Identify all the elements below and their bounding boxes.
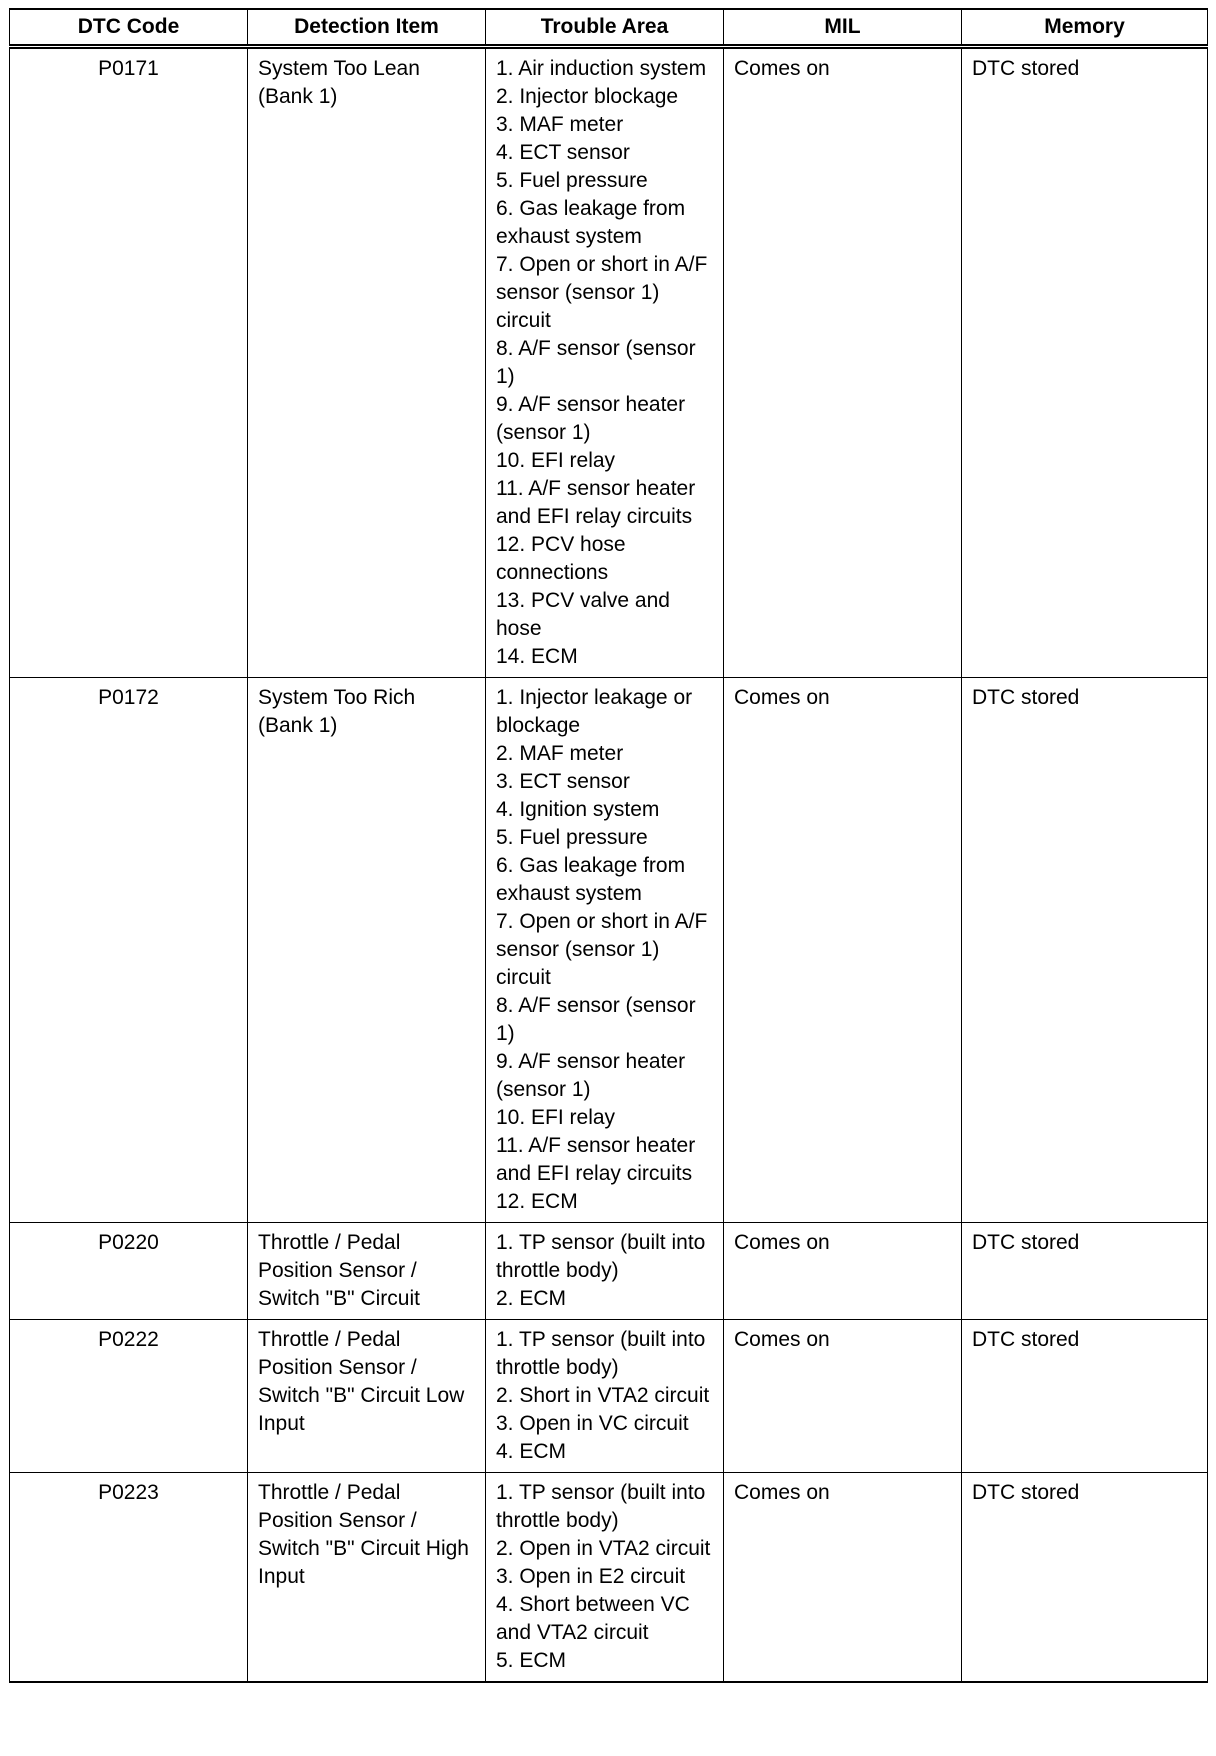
dtc-code-cell: P0172	[10, 678, 248, 1223]
detection-item-cell: System Too Lean (Bank 1)	[248, 47, 486, 678]
trouble-item: 1. Injector leakage or blockage	[496, 686, 693, 737]
trouble-area-cell	[486, 1473, 724, 1683]
trouble-item: 2. Injector blockage	[496, 85, 679, 108]
trouble-item: 2. MAF meter	[496, 742, 624, 765]
dtc-code-cell: P0223	[10, 1473, 248, 1683]
trouble-item: 5. ECM	[496, 1649, 567, 1672]
mil-cell: Comes on	[724, 1473, 962, 1683]
trouble-item: 3. ECT sensor	[496, 770, 630, 793]
dtc-table	[9, 8, 1208, 1683]
detection-item-cell: Throttle / Pedal Position Sensor / Switch "B" Circuit High Input	[248, 1473, 486, 1683]
header-row	[10, 9, 1208, 47]
trouble-item: 4. ECM	[496, 1440, 567, 1463]
header-mil: MIL	[724, 9, 962, 47]
trouble-item: 6. Gas leakage from exhaust system	[496, 197, 686, 248]
trouble-item: 1. Air induction system	[496, 57, 707, 80]
dtc-code-cell: P0222	[10, 1320, 248, 1473]
memory-cell: DTC stored	[962, 678, 1208, 1223]
trouble-item: 4. ECT sensor	[496, 141, 630, 164]
memory-cell: DTC stored	[962, 1223, 1208, 1320]
detection-item-cell: Throttle / Pedal Position Sensor / Switch "B" Circuit	[248, 1223, 486, 1320]
memory-cell: DTC stored	[962, 1320, 1208, 1473]
trouble-item: 9. A/F sensor heater (sensor 1)	[496, 1050, 686, 1101]
trouble-item: 2. ECM	[496, 1287, 567, 1310]
trouble-item: 11. A/F sensor heater and EFI relay circuits	[496, 1134, 696, 1185]
trouble-item: 4. Ignition system	[496, 798, 660, 821]
mil-cell: Comes on	[724, 678, 962, 1223]
trouble-item: 1. TP sensor (built into throttle body)	[496, 1481, 706, 1532]
trouble-item: 2. Open in VTA2 circuit	[496, 1537, 711, 1560]
trouble-area-cell	[486, 1223, 724, 1320]
trouble-item: 4. Short between VC and VTA2 circuit	[496, 1593, 690, 1644]
mil-cell: Comes on	[724, 1320, 962, 1473]
table-row	[10, 47, 1208, 678]
trouble-item: 9. A/F sensor heater (sensor 1)	[496, 393, 686, 444]
trouble-area-cell	[486, 1320, 724, 1473]
trouble-item: 1. TP sensor (built into throttle body)	[496, 1328, 706, 1379]
trouble-item: 3. Open in E2 circuit	[496, 1565, 686, 1588]
trouble-item: 5. Fuel pressure	[496, 826, 648, 849]
detection-item-cell: System Too Rich (Bank 1)	[248, 678, 486, 1223]
trouble-item: 13. PCV valve and hose	[496, 589, 670, 640]
header-trouble-area: Trouble Area	[486, 9, 724, 47]
table-row	[10, 1223, 1208, 1320]
trouble-item: 12. ECM	[496, 1190, 578, 1213]
table-row	[10, 1320, 1208, 1473]
trouble-item: 8. A/F sensor (sensor 1)	[496, 337, 696, 388]
trouble-area-cell	[486, 678, 724, 1223]
trouble-item: 3. MAF meter	[496, 113, 624, 136]
trouble-item: 7. Open or short in A/F sensor (sensor 1) circuit	[496, 253, 708, 332]
trouble-item: 7. Open or short in A/F sensor (sensor 1) circuit	[496, 910, 708, 989]
header-dtc-code: DTC Code	[10, 9, 248, 47]
header-memory: Memory	[962, 9, 1208, 47]
memory-cell: DTC stored	[962, 1473, 1208, 1683]
mil-cell: Comes on	[724, 1223, 962, 1320]
header-detection-item: Detection Item	[248, 9, 486, 47]
trouble-item: 8. A/F sensor (sensor 1)	[496, 994, 696, 1045]
trouble-item: 11. A/F sensor heater and EFI relay circuits	[496, 477, 696, 528]
trouble-item: 10. EFI relay	[496, 1106, 616, 1129]
trouble-item: 1. TP sensor (built into throttle body)	[496, 1231, 706, 1282]
dtc-table-container	[9, 8, 1207, 1683]
trouble-item: 10. EFI relay	[496, 449, 616, 472]
detection-item-cell: Throttle / Pedal Position Sensor / Switch "B" Circuit Low Input	[248, 1320, 486, 1473]
memory-cell: DTC stored	[962, 47, 1208, 678]
dtc-code-cell: P0220	[10, 1223, 248, 1320]
dtc-code-cell: P0171	[10, 47, 248, 678]
trouble-area-cell	[486, 47, 724, 678]
trouble-item: 6. Gas leakage from exhaust system	[496, 854, 686, 905]
trouble-item: 14. ECM	[496, 645, 578, 668]
mil-cell: Comes on	[724, 47, 962, 678]
table-row	[10, 1473, 1208, 1683]
table-row	[10, 678, 1208, 1223]
trouble-item: 2. Short in VTA2 circuit	[496, 1384, 710, 1407]
trouble-item: 3. Open in VC circuit	[496, 1412, 689, 1435]
trouble-item: 5. Fuel pressure	[496, 169, 648, 192]
trouble-item: 12. PCV hose connections	[496, 533, 626, 584]
